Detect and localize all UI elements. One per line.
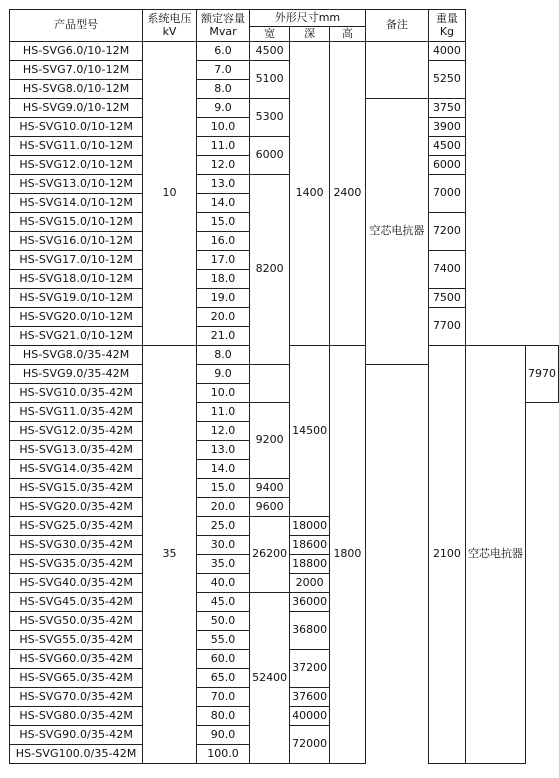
capacity-cell: 16.0 [196,232,249,251]
weight-cell: 7970 [526,346,559,403]
model-cell: HS-SVG50.0/35-42M [10,612,143,631]
width-cell: 14500 [290,346,330,517]
model-cell: HS-SVG12.0/10-12M [10,156,143,175]
capacity-cell: 8.0 [196,346,249,365]
capacity-cell: 45.0 [196,593,249,612]
spec-table [9,9,559,764]
capacity-cell: 7.0 [196,61,249,80]
weight-cell: 18800 [290,555,330,574]
capacity-cell: 8.0 [196,80,249,99]
weight-cell: 2000 [290,574,330,593]
weight-cell: 40000 [290,707,330,726]
capacity-cell: 11.0 [196,137,249,156]
capacity-cell: 70.0 [196,688,249,707]
model-cell: HS-SVG20.0/10-12M [10,308,143,327]
header-weight-title: 重量 [435,12,458,26]
capacity-cell: 20.0 [196,498,249,517]
model-cell: HS-SVG9.0/10-12M [10,99,143,118]
header-remark: 备注 [365,10,428,42]
capacity-cell: 15.0 [196,479,249,498]
weight-cell: 3900 [428,118,465,137]
model-cell: HS-SVG19.0/10-12M [10,289,143,308]
model-cell: HS-SVG8.0/35-42M [10,346,143,365]
capacity-cell: 18.0 [196,270,249,289]
weight-cell: 9200 [250,403,290,479]
model-cell: HS-SVG13.0/10-12M [10,175,143,194]
header-width: 宽 [250,27,290,42]
model-cell: HS-SVG16.0/10-12M [10,232,143,251]
model-cell: HS-SVG90.0/35-42M [10,726,143,745]
weight-cell: 7700 [428,308,465,346]
capacity-cell: 35.0 [196,555,249,574]
capacity-cell: 65.0 [196,669,249,688]
remark-cell [365,42,428,99]
voltage-cell: 10 [143,42,197,346]
table-row [10,99,559,118]
capacity-cell: 50.0 [196,612,249,631]
header-voltage-title: 系统电压 [147,12,192,26]
weight-cell: 7000 [428,175,465,213]
model-cell: HS-SVG15.0/10-12M [10,213,143,232]
width-cell: 4500 [250,42,290,61]
capacity-cell: 60.0 [196,650,249,669]
weight-cell: 7500 [428,289,465,308]
weight-cell: 18000 [290,517,330,536]
weight-cell: 18600 [290,536,330,555]
capacity-cell: 9.0 [196,365,249,384]
weight-cell: 3750 [428,99,465,118]
capacity-cell: 20.0 [196,308,249,327]
model-cell: HS-SVG18.0/10-12M [10,270,143,289]
weight-cell: 7400 [428,251,465,289]
weight-cell: 6000 [428,156,465,175]
capacity-cell: 100.0 [196,745,249,764]
weight-cell: 4500 [428,137,465,156]
capacity-cell: 14.0 [196,194,249,213]
header-capacity [196,10,249,42]
width-cell: 5100 [250,61,290,99]
remark-cell: 空芯电抗器 [466,346,526,764]
weight-cell: 36800 [290,612,330,650]
model-cell: HS-SVG6.0/10-12M [10,42,143,61]
model-cell: HS-SVG15.0/35-42M [10,479,143,498]
weight-cell: 5250 [428,61,465,99]
header-dimensions: 外形尺寸mm [250,10,366,27]
weight-cell: 37200 [290,650,330,688]
model-cell: HS-SVG7.0/10-12M [10,61,143,80]
depth-cell: 1400 [290,42,330,346]
model-cell: HS-SVG60.0/35-42M [10,650,143,669]
model-cell: HS-SVG21.0/10-12M [10,327,143,346]
model-cell: HS-SVG14.0/35-42M [10,460,143,479]
model-cell: HS-SVG70.0/35-42M [10,688,143,707]
weight-cell: 9600 [250,498,290,517]
model-cell: HS-SVG40.0/35-42M [10,574,143,593]
header-weight-unit: Kg [439,24,455,38]
width-cell: 5300 [250,99,290,137]
capacity-cell: 6.0 [196,42,249,61]
model-cell: HS-SVG25.0/35-42M [10,517,143,536]
model-cell: HS-SVG45.0/35-42M [10,593,143,612]
model-cell: HS-SVG9.0/35-42M [10,365,143,384]
width-cell: 6000 [250,137,290,175]
capacity-cell: 21.0 [196,327,249,346]
model-cell: HS-SVG13.0/35-42M [10,441,143,460]
model-cell: HS-SVG65.0/35-42M [10,669,143,688]
model-cell: HS-SVG8.0/10-12M [10,80,143,99]
model-cell: HS-SVG17.0/10-12M [10,251,143,270]
capacity-cell: 80.0 [196,707,249,726]
capacity-cell: 15.0 [196,213,249,232]
header-voltage-unit: kV [162,24,177,38]
model-cell: HS-SVG100.0/35-42M [10,745,143,764]
height-cell: 2400 [330,42,366,346]
model-cell: HS-SVG12.0/35-42M [10,422,143,441]
model-cell: HS-SVG55.0/35-42M [10,631,143,650]
capacity-cell: 10.0 [196,384,249,403]
weight-cell: 4000 [428,42,465,61]
weight-cell: 7200 [428,213,465,251]
model-cell: HS-SVG30.0/35-42M [10,536,143,555]
table-row [10,61,559,80]
capacity-cell: 14.0 [196,460,249,479]
header-depth: 深 [290,27,330,42]
weight-cell: 36000 [290,593,330,612]
model-cell: HS-SVG20.0/35-42M [10,498,143,517]
header-voltage [143,10,197,42]
weight-cell: 72000 [290,726,330,764]
model-cell: HS-SVG80.0/35-42M [10,707,143,726]
header-model: 产品型号 [10,10,143,42]
width-cell: 8200 [250,175,290,365]
model-cell: HS-SVG11.0/10-12M [10,137,143,156]
model-cell: HS-SVG11.0/35-42M [10,403,143,422]
capacity-cell: 40.0 [196,574,249,593]
table-row [10,137,559,156]
table-header [10,10,559,42]
table-row [10,42,559,61]
weight-cell: 9400 [250,479,290,498]
capacity-cell: 9.0 [196,99,249,118]
weight-cell: 37600 [290,688,330,707]
capacity-cell: 17.0 [196,251,249,270]
header-weight [428,10,465,42]
model-cell: HS-SVG10.0/10-12M [10,118,143,137]
model-cell: HS-SVG14.0/10-12M [10,194,143,213]
capacity-cell: 19.0 [196,289,249,308]
capacity-cell: 25.0 [196,517,249,536]
voltage-cell: 35 [143,346,197,764]
height-cell: 2100 [428,346,465,764]
width-cell: 26200 [250,517,290,593]
header-capacity-unit: Mvar [209,24,237,38]
remark-cell: 空芯电抗器 [365,99,428,365]
capacity-cell: 30.0 [196,536,249,555]
table-body [10,42,559,764]
model-cell: HS-SVG10.0/35-42M [10,384,143,403]
table-row [10,175,559,194]
capacity-cell: 10.0 [196,118,249,137]
capacity-cell: 13.0 [196,441,249,460]
capacity-cell: 90.0 [196,726,249,745]
depth-cell: 1800 [330,346,366,764]
header-height: 高 [330,27,366,42]
model-cell: HS-SVG35.0/35-42M [10,555,143,574]
capacity-cell: 11.0 [196,403,249,422]
capacity-cell: 55.0 [196,631,249,650]
header-capacity-title: 额定容量 [200,12,245,26]
capacity-cell: 12.0 [196,422,249,441]
capacity-cell: 12.0 [196,156,249,175]
capacity-cell: 13.0 [196,175,249,194]
width-cell: 52400 [250,593,290,764]
